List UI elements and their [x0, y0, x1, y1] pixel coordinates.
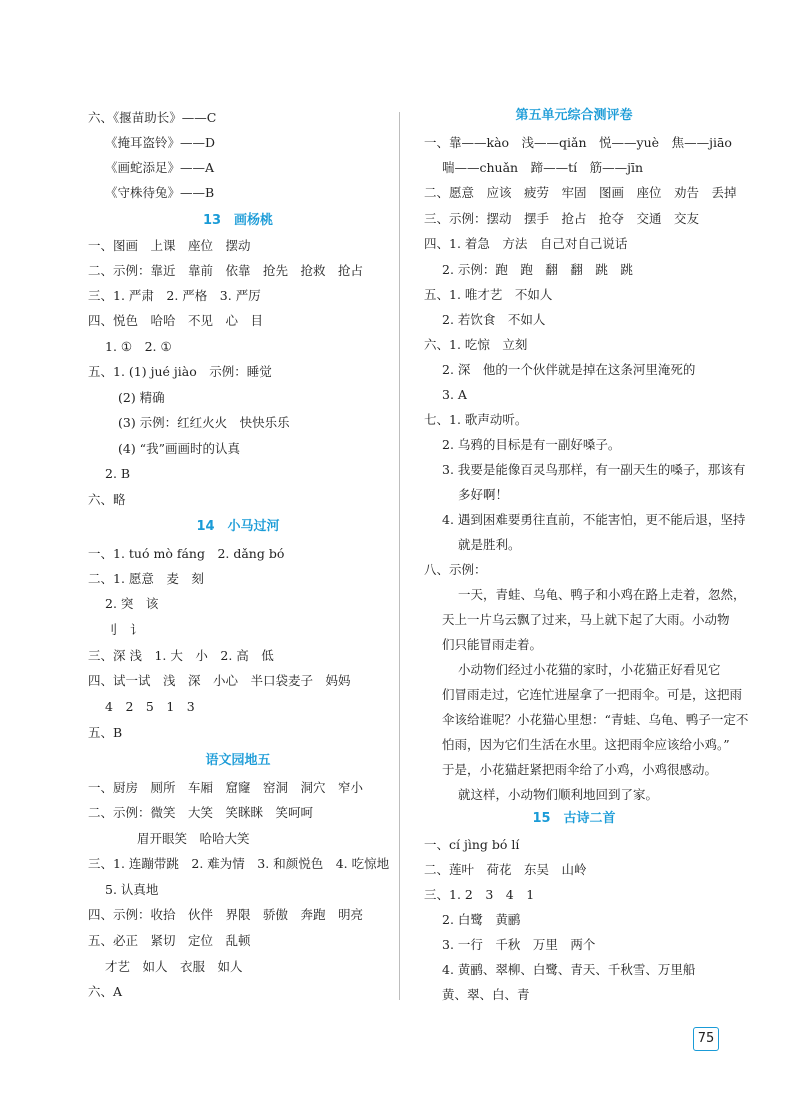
answer-line: 六、《揠苗助长》——C: [88, 110, 217, 125]
answer-line: 2. B: [105, 466, 131, 481]
answer-line: 六、略: [88, 492, 126, 507]
answer-line: 2. 深 他的一个伙伴就是掉在这条河里淹死的: [442, 362, 696, 377]
answer-line: 5. 认真地: [105, 882, 159, 897]
answer-line: 一天，青蛙、乌龟、鸭子和小鸡在路上走着，忽然，: [458, 587, 746, 602]
column-divider: [399, 112, 400, 1000]
answer-line: 三、1. 2 3 4 1: [424, 887, 535, 902]
answer-line: 六、1. 吃惊 立刻: [424, 337, 528, 352]
answer-line: 2. 示例：跑 跑 翻 翻 跳 跳: [442, 262, 633, 277]
answer-line: 怕雨，因为它们生活在水里。这把雨伞应该给小鸡。”: [442, 737, 730, 752]
answer-line: 五、1. (1) jué jiào 示例：睡觉: [88, 364, 272, 379]
answer-line: 八、示例：: [424, 562, 487, 577]
answer-line: 才艺 如人 衣服 如人: [105, 959, 243, 974]
answer-line: 《守株待兔》——B: [105, 185, 215, 200]
answer-line: 三、示例：摆动 摆手 抢占 抢夺 交通 交友: [424, 211, 700, 226]
answer-line: 五、必正 紧切 定位 乱顿: [88, 933, 251, 948]
answer-line: 3. 我要是能像百灵鸟那样，有一副天生的嗓子，那该有: [442, 462, 746, 477]
section-heading: 语文园地五: [205, 753, 271, 768]
answer-line: (2) 精确: [118, 390, 165, 405]
section-heading: 13 画杨桃: [202, 213, 274, 228]
answer-line: 就这样，小动物们顺利地回到了家。: [458, 787, 659, 802]
answer-line: 二、示例：靠近 靠前 依靠 抢先 抢救 抢占: [88, 263, 364, 278]
answer-line: 伞该给谁呢？小花猫心里想：“青蛙、乌龟、鸭子一定不: [442, 712, 749, 727]
answer-line: (4) “我”画画时的认真: [118, 441, 240, 456]
section-heading: 14 小马过河: [196, 519, 280, 534]
answer-line: 小动物们经过小花猫的家时，小花猫正好看见它: [458, 662, 721, 677]
answer-line: 七、1. 歌声动听。: [424, 412, 528, 427]
answer-line: 六、A: [88, 984, 123, 999]
answer-line: 五、B: [88, 725, 123, 740]
answer-line: 五、1. 唯才艺 不如人: [424, 287, 553, 302]
section-heading: 15 古诗二首: [532, 811, 616, 826]
answer-line: 黄、翠、白、青: [442, 987, 530, 1002]
answer-line: 2. 乌鸦的目标是有一副好嗓子。: [442, 437, 621, 452]
answer-line: 天上一片乌云飘了过来，马上就下起了大雨。小动物: [442, 612, 730, 627]
answer-line: 2. 白鹭 黄鹂: [442, 912, 521, 927]
answer-line: 就是胜利。: [458, 537, 521, 552]
section-heading: 第五单元综合测评卷: [515, 108, 633, 123]
answer-line: 们只能冒雨走着。: [442, 637, 543, 652]
answer-line: 4. 黄鹂、翠柳、白鹭、青天、千秋雪、万里船: [442, 962, 696, 977]
answer-line: 《画蛇添足》——A: [105, 160, 215, 175]
answer-line: 3. 一行 千秋 万里 两个: [442, 937, 596, 952]
answer-line: 喘——chuǎn 蹄——tí 筋——jīn: [442, 160, 644, 175]
answer-line: 一、1. tuó mò fáng 2. dǎng bó: [88, 546, 285, 561]
answer-line: 2. 突 该: [105, 596, 159, 611]
answer-line: 们冒雨走过，它连忙进屋拿了一把雨伞。可是，这把雨: [442, 687, 743, 702]
answer-line: 三、1. 严肃 2. 严格 3. 严厉: [88, 288, 261, 303]
answer-line: 四、试一试 浅 深 小心 半口袋麦子 妈妈: [88, 673, 351, 688]
answer-line: 2. 若饮食 不如人: [442, 312, 546, 327]
answer-line: 一、cí jìng bó lí: [424, 837, 520, 852]
answer-line: 四、悦色 哈哈 不见 心 目: [88, 313, 264, 328]
answer-line: 二、愿意 应该 疲劳 牢固 图画 座位 劝告 丢掉: [424, 185, 737, 200]
answer-line: 四、1. 着急 方法 自己对自己说话: [424, 236, 628, 251]
answer-line: 一、靠——kào 浅——qiǎn 悦——yuè 焦——jiāo: [424, 135, 732, 150]
answer-line: 1. ① 2. ①: [105, 339, 172, 354]
answer-line: (3) 示例：红红火火 快快乐乐: [118, 415, 290, 430]
answer-line: 一、图画 上课 座位 摆动: [88, 238, 251, 253]
answer-line: 4 2 5 1 3: [105, 699, 195, 714]
answer-line: 刂 讠: [105, 622, 143, 637]
answer-line: 3. A: [442, 387, 467, 402]
answer-line: 二、1. 愿意 麦 刻: [88, 571, 204, 586]
answer-line: 四、示例：收拾 伙伴 界限 骄傲 奔跑 明亮: [88, 907, 364, 922]
page-number: 75: [693, 1027, 719, 1051]
answer-line: 二、示例：微笑 大笑 笑眯眯 笑呵呵: [88, 805, 314, 820]
answer-line: 4. 遇到困难要勇往直前，不能害怕，更不能后退，坚持: [442, 512, 746, 527]
answer-line: 三、1. 连蹦带跳 2. 难为情 3. 和颜悦色 4. 吃惊地: [88, 856, 390, 871]
answer-line: 眉开眼笑 哈哈大笑: [137, 831, 250, 846]
answer-line: 二、莲叶 荷花 东吴 山岭: [424, 862, 587, 877]
answer-line: 《掩耳盗铃》——D: [105, 135, 216, 150]
answer-line: 三、深 浅 1. 大 小 2. 高 低: [88, 648, 274, 663]
answer-line: 一、厨房 厕所 车厢 窟窿 窑洞 洞穴 窄小: [88, 780, 364, 795]
answer-line: 多好啊！: [458, 487, 509, 502]
answer-line: 于是，小花猫赶紧把雨伞给了小鸡，小鸡很感动。: [442, 762, 718, 777]
